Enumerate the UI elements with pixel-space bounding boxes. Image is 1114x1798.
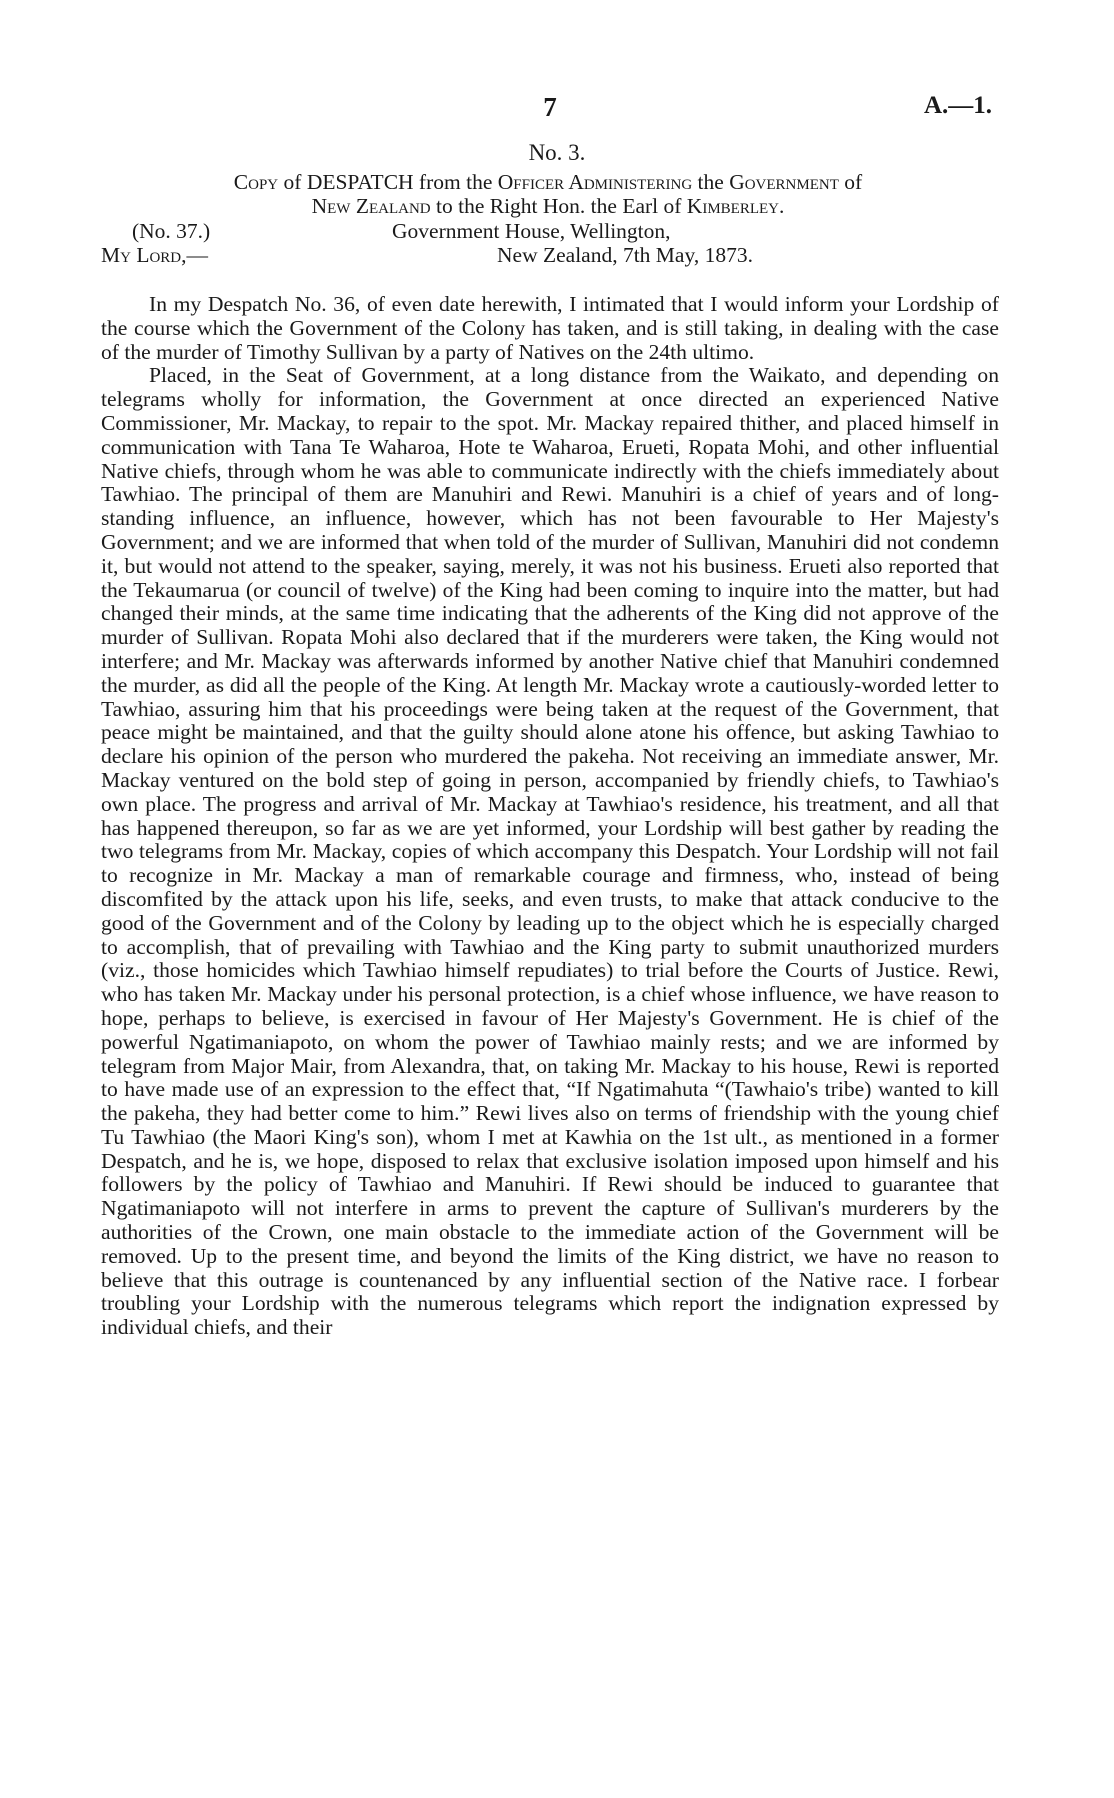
paragraph-1: In my Despatch No. 36, of even date herewith, I intimated that I would inform your Lordship of the course which the Government of the Colony has taken, and is still taking, in dealing with the case of the murder of Timothy Sullivan by a party of Natives on the 24th ultimo. [101, 292, 999, 364]
heading-text-3: of [838, 170, 863, 194]
heading-kimberley: Kimberley [686, 194, 779, 218]
salutation [101, 243, 208, 267]
address-line-1: Government House, Wellington, [392, 219, 671, 243]
paragraph-2: Placed, in the Seat of Government, at a long distance from the Waikato, and depending on telegrams wholly for information, the Government at once directed an experienced Native Commissioner, Mr. Mackay, to repair to the spot. Mr. Mackay repaired thither, and placed himself in communication with Tana Te Waharoa, Hote te Waharoa, Erueti, Ropata Mohi, and other influential Native chiefs, through whom he was able to communicate indirectly with the chiefs immediately about Tawhiao. The principal of them are Manuhiri and Rewi. Manuhiri is a chief of years and of long-standing influence, an influence, however, which has not been favourable to Her Majesty's Government; and we are informed that when told of the murder of Sullivan, Manuhiri did not condemn it, but would not attend to the speaker, saying, merely, it was not his business. Erueti also reported that the Tekaumarua (or council of twelve) of the King had been coming to inquire into the matter, but had changed their minds, at the same time indicating that the adherents of the King did not approve of the murder of Sullivan. Ropata Mohi also declared that if the murderers were taken, the King would not interfere; and Mr. Mackay was afterwards informed by another Native chief that Manuhiri condemned the murder, as did all the people of the King. At length Mr. Mackay wrote a cautiously-worded letter to Tawhiao, assuring him that his proceedings were being taken at the request of the Government, that peace might be maintained, and that the guilty should alone atone his offence, but asking Tawhiao to declare his opinion of the person who murdered the pakeha. Not receiving an immediate answer, Mr. Mackay ventured on the bold step of going in person, accompanied by friendly chiefs, to Tawhiao's own place. The progress and arrival of Mr. Mackay at Tawhiao's residence, his treatment, and all that has happened thereupon, so far as we are yet informed, your Lordship will best gather by reading the two telegrams from Mr. Mackay, copies of which accompany this Despatch. Your Lordship will not fail to recognize in Mr. Mackay a man of remarkable courage and firmness, who, instead of being discomfited by the attack upon his life, seeks, and even trusts, to make that attack conducive to the good of the Government and of the Colony by leading up to the object which he is especially charged to accomplish, that of prevailing with Tawhiao and the King party to submit unauthorized murders (viz., those homicides which Tawhiao himself repudiates) to trial before the Courts of Justice. Rewi, who has taken Mr. Mackay under his personal protection, is a chief whose influence, we have reason to hope, perhaps to believe, is exercised in favour of Her Majesty's Government. He is chief of the powerful Ngatimaniapoto, on whom the power of Tawhiao mainly rests; and we are informed by telegram from Major Mair, from Alexandra, that, on taking Mr. Mackay to his house, Rewi is reported to have made use of an expression to the effect that, “If Ngatimahuta “(Tawhaio's tribe) wanted to kill the pakeha, they had better come to him.” Rewi lives also on terms of friendship with the young chief Tu Tawhiao (the Maori King's son), whom I met at Kawhia on the 1st ult., as mentioned in a former Despatch, and he is, we hope, disposed to relax that exclusive isolation imposed upon himself and his followers by the policy of Tawhiao and Manuhiri. If Rewi should be induced to guarantee that Ngatimaniapoto will not interfere in arms to prevent the capture of Sullivan's murderers by the authorities of the Crown, one main obstacle to the immediate action of the Government will be removed. Up to the present time, and beyond the limits of the King district, we have no reason to believe that this outrage is countenanced by any influential section of the Native race. I forbear troubling your Lordship with the numerous telegrams which report the indignation expressed by individual chiefs, and their [101, 363, 999, 1340]
heading-text-2: the [692, 170, 730, 194]
despatch-body [101, 293, 999, 1340]
heading-new-zealand: New Zealand [311, 194, 431, 218]
address-line-2: New Zealand, 7th May, 1873. [497, 243, 753, 267]
heading-government: Government [729, 170, 839, 194]
despatch-heading [108, 170, 988, 218]
heading-text-4: to the Right Hon. the Earl of [430, 194, 687, 218]
heading-copy: Copy [233, 170, 279, 194]
heading-text-1: of DESPATCH from the [278, 170, 498, 194]
page-number: 7 [543, 92, 557, 122]
despatch-number: No. 3. [528, 140, 586, 165]
salutation-lord: Lord,— [130, 243, 209, 267]
salutation-my: My [101, 243, 131, 267]
heading-officer: Officer Administering [497, 170, 693, 194]
heading-text-5: . [779, 194, 785, 218]
despatch-series-number: (No. 37.) [132, 219, 211, 243]
document-reference: A.—1. [923, 92, 992, 119]
